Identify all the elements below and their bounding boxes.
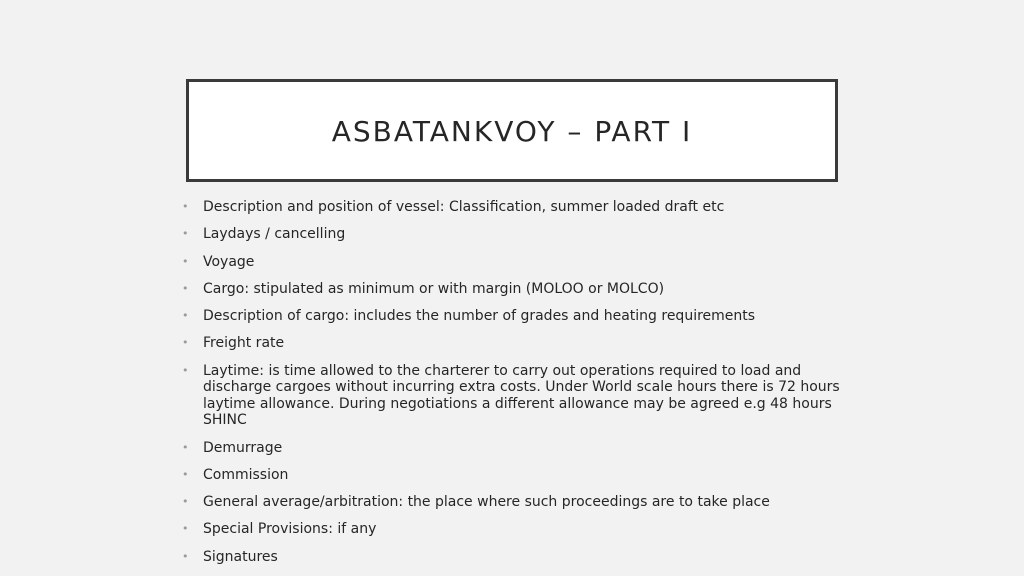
bullet-item <box>182 440 862 457</box>
bullet-icon: • <box>182 336 189 350</box>
bullet-icon: • <box>182 549 189 563</box>
bullet-text: Description of cargo: includes the number of grades and heating requirements <box>203 308 756 325</box>
bullet-item <box>182 281 862 298</box>
bullet-item <box>182 363 862 429</box>
bullet-icon: • <box>182 254 189 268</box>
bullet-item <box>182 335 862 352</box>
bullet-item <box>182 549 862 566</box>
bullet-list <box>182 199 862 576</box>
bullet-item <box>182 226 862 243</box>
bullet-item <box>182 467 862 484</box>
bullet-text: Commission <box>203 466 289 483</box>
bullet-text: Demurrage <box>203 439 283 456</box>
bullet-icon: • <box>182 522 189 536</box>
slide-title: ASBATANKVOY – PART I <box>331 115 693 148</box>
bullet-item <box>182 199 862 216</box>
bullet-item <box>182 308 862 325</box>
bullet-icon: • <box>182 200 189 213</box>
bullet-text: Cargo: stipulated as minimum or with margin (MOLOO or MOLCO) <box>203 280 665 297</box>
bullet-text: Signatures <box>203 548 278 565</box>
bullet-icon: • <box>182 309 189 323</box>
bullet-text: Special Provisions: if any <box>203 521 377 538</box>
bullet-icon: • <box>182 281 189 295</box>
bullet-icon: • <box>182 363 189 377</box>
bullet-text: Description and position of vessel: Classification, summer loaded draft etc <box>203 199 725 215</box>
bullet-item <box>182 254 862 271</box>
bullet-icon: • <box>182 440 189 454</box>
bullet-item <box>182 494 862 511</box>
bullet-item <box>182 521 862 538</box>
bullet-text: General average/arbitration: the place where such proceedings are to take place <box>203 494 770 511</box>
title-box <box>186 79 838 182</box>
bullet-text: Laytime: is time allowed to the charterer to carry out operations required to load and discharge cargoes without incurring extra costs. Under World scale hours there is 72 hours laytime allowance. During negotiations a different allowance may be agreed e.g 48 hours SHINC <box>203 362 840 429</box>
bullet-icon: • <box>182 495 189 509</box>
bullet-text: Voyage <box>203 253 255 270</box>
bullet-text: Laydays / cancelling <box>203 226 346 243</box>
bullet-icon: • <box>182 227 189 241</box>
bullet-icon: • <box>182 467 189 481</box>
bullet-text: Freight rate <box>203 335 285 352</box>
